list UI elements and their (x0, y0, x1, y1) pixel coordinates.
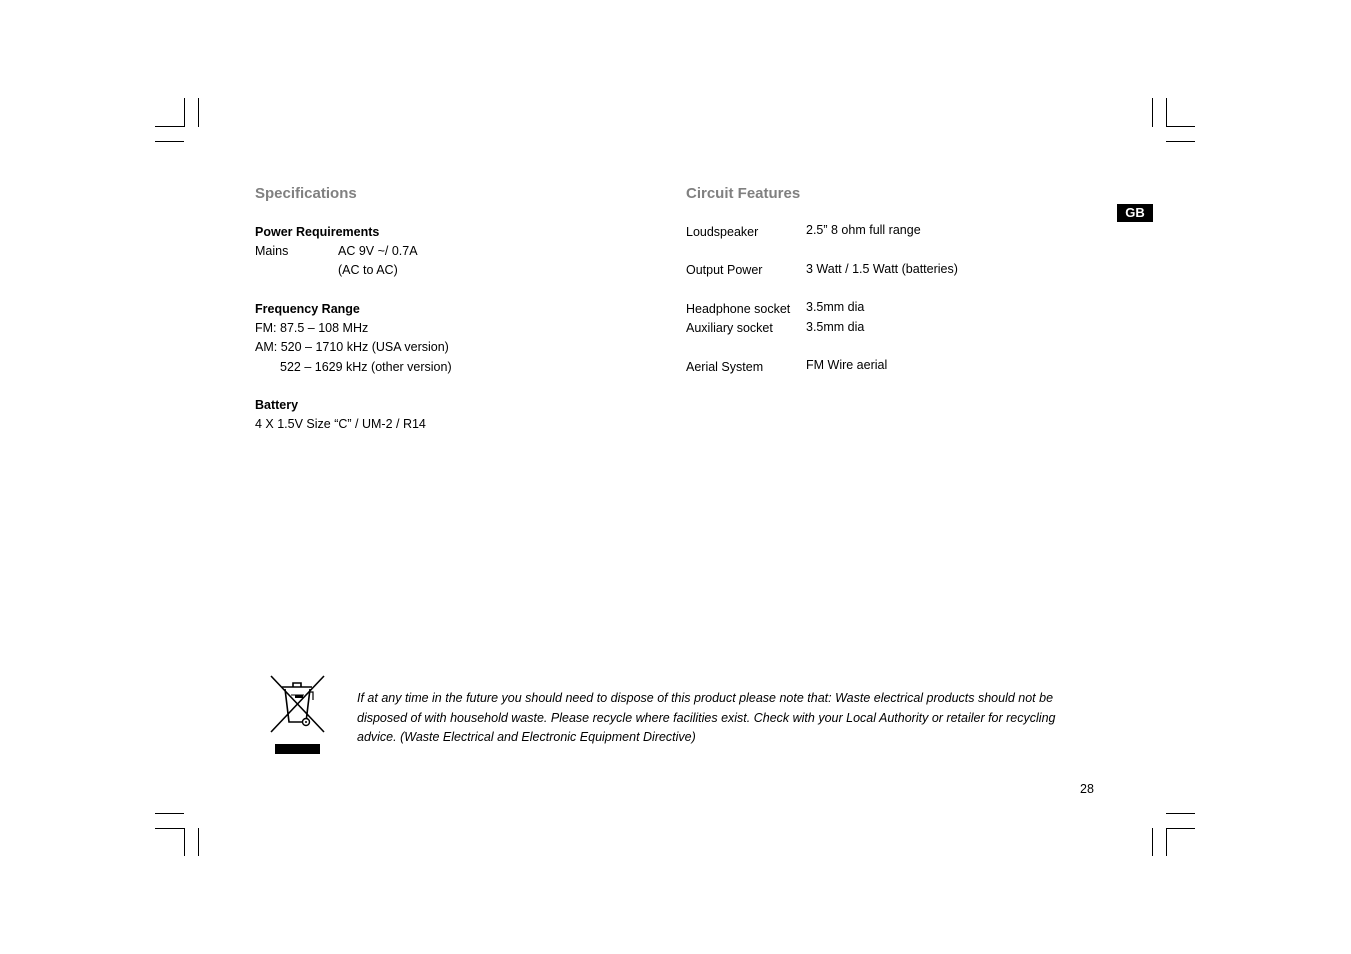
feature-value: 3.5mm dia (806, 320, 865, 334)
battery-title: Battery (255, 398, 299, 412)
feature-value: 2.5” 8 ohm full range (806, 223, 921, 237)
battery-value: 4 X 1.5V Size “C” / UM-2 / R14 (255, 417, 426, 431)
fm-range: FM: 87.5 – 108 MHz (255, 321, 369, 335)
feature-value: 3 Watt / 1.5 Watt (batteries) (806, 262, 958, 276)
mains-value: AC 9V ~/ 0.7A (338, 244, 418, 258)
am-range-usa: AM: 520 – 1710 kHz (USA version) (255, 340, 449, 354)
am-range-other: 522 – 1629 kHz (other version) (280, 360, 452, 374)
language-tab: GB (1117, 204, 1153, 222)
frequency-range-title: Frequency Range (255, 302, 360, 316)
feature-label: Loudspeaker (686, 225, 759, 239)
feature-value: FM Wire aerial (806, 358, 888, 372)
feature-value: 3.5mm dia (806, 300, 865, 314)
circuit-features-heading: Circuit Features (686, 185, 801, 202)
mains-label: Mains (255, 244, 289, 258)
feature-label: Output Power (686, 263, 763, 277)
crossed-out-wheelie-bin-icon (268, 674, 328, 758)
page-number: 28 (1080, 782, 1094, 796)
feature-label: Aerial System (686, 360, 764, 374)
feature-label: Headphone socket (686, 302, 791, 316)
mains-note: (AC to AC) (338, 263, 398, 277)
feature-label: Auxiliary socket (686, 321, 773, 335)
specifications-heading: Specifications (255, 185, 357, 202)
weee-disposal-notice: If at any time in the future you should need to dispose of this product please note that: Waste electrical products should not be disposed of with household waste. Please recycle where facilities exist. Check with your Local Authority or retailer for recycling advice. (Waste Electrical and Electronic Equipment Directive) (357, 691, 1056, 744)
power-requirements-title: Power Requirements (255, 225, 380, 239)
